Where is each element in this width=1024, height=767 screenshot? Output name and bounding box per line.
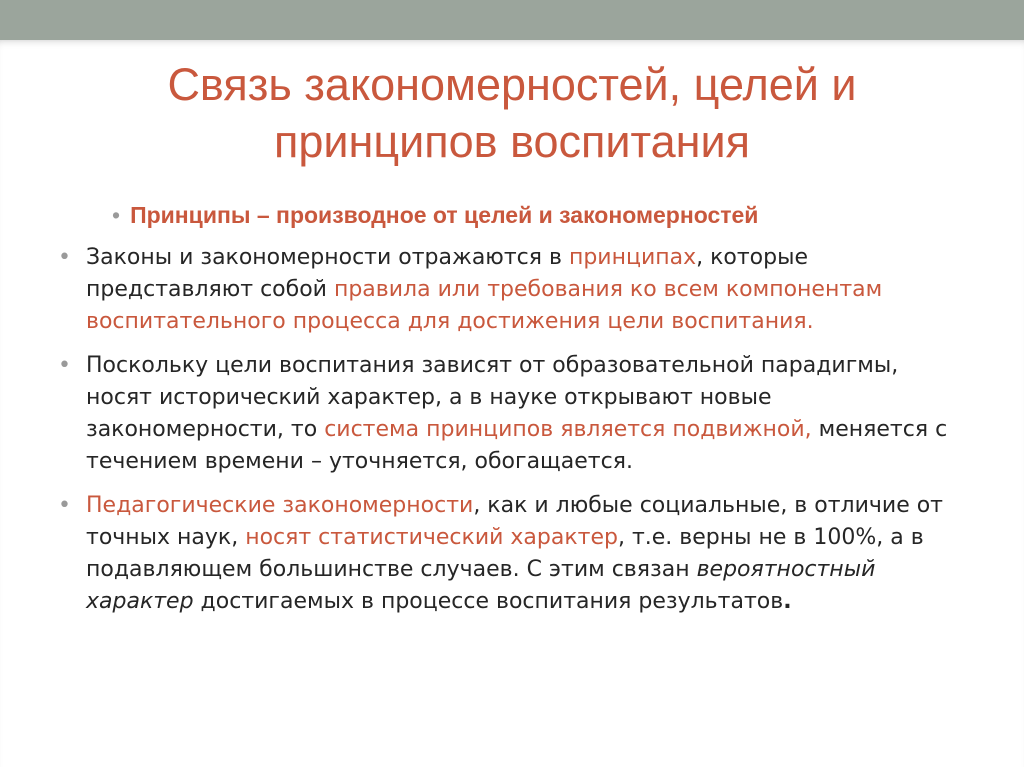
p1-text-2: , которые представляют собой bbox=[86, 245, 809, 302]
slide-title bbox=[60, 56, 964, 170]
paragraph-2 bbox=[58, 350, 958, 478]
p1-highlight-1: принципах bbox=[568, 245, 697, 270]
p3-bold-period: . bbox=[783, 589, 792, 614]
top-bar bbox=[0, 0, 1024, 40]
paragraph-3 bbox=[58, 490, 958, 618]
p1-highlight-2: правила или требования ко всем компонентам воспитательного процесса для достижения цели воспитания. bbox=[86, 277, 883, 334]
slide-body bbox=[58, 242, 958, 630]
p3-text-1: , как и любые социальные, в отличие от точных наук, bbox=[86, 493, 943, 550]
title-line-1: Связь закономерностей, целей и bbox=[167, 59, 857, 110]
p3-text-3: достигаемых в процессе воспитания результатов bbox=[193, 589, 784, 614]
bullet-icon: • bbox=[58, 493, 71, 518]
bullet-icon: • bbox=[58, 245, 71, 270]
p2-text-1: Поскольку цели воспитания зависят от образовательной парадигмы, носят исторический характер, а в науке открывают новые закономерности, то bbox=[86, 353, 899, 442]
bullet-icon: • bbox=[58, 353, 71, 378]
p2-highlight-1: система принципов является подвижной, bbox=[324, 417, 812, 442]
paragraph-1 bbox=[58, 242, 958, 338]
subtitle bbox=[112, 200, 932, 230]
title-line-2: принципов воспитания bbox=[273, 116, 750, 167]
subtitle-text: Принципы – производное от целей и закономерностей bbox=[130, 202, 759, 228]
p2-text-2: меняется с течением времени – уточняется, обогащается. bbox=[86, 417, 948, 474]
p3-highlight-1: Педагогические закономерности bbox=[86, 493, 474, 518]
p3-italic: вероятностный характер bbox=[86, 557, 876, 614]
p1-text-1: Законы и закономерности отражаются в bbox=[86, 245, 569, 270]
p3-text-2: , т.е. верны не в 100%, а в подавляющем большинстве случаев. С этим связан bbox=[86, 525, 924, 582]
p3-highlight-2: носят статистический характер bbox=[245, 525, 618, 550]
bullet-icon: • bbox=[112, 202, 121, 228]
